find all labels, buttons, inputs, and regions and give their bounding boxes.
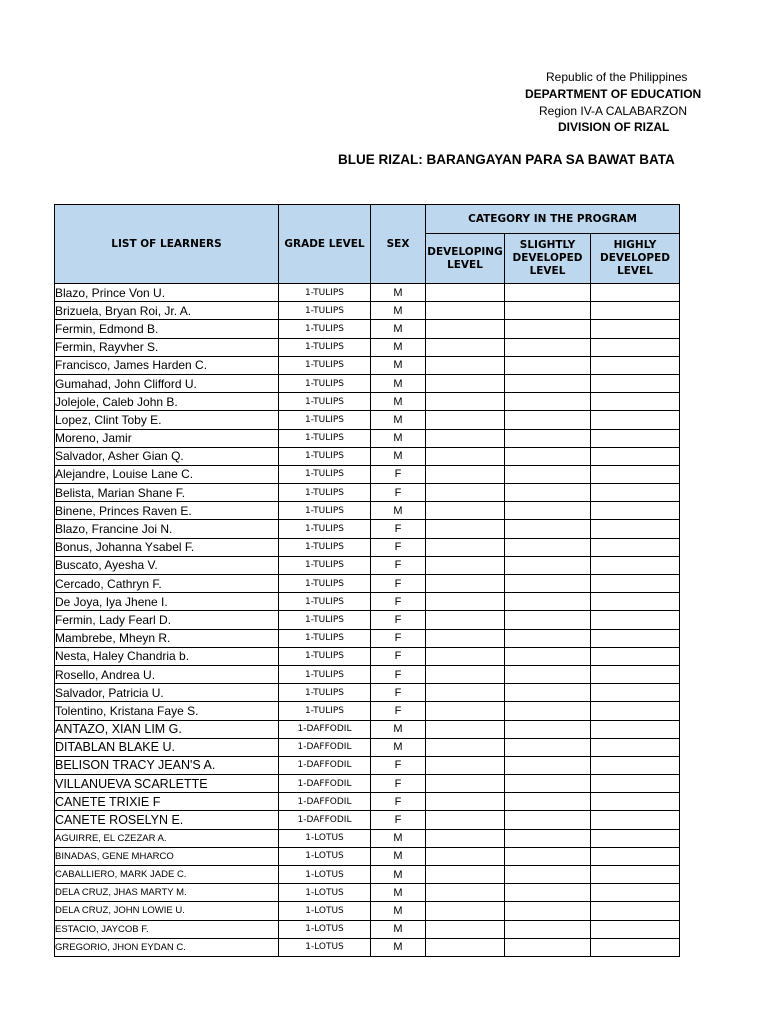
- learner-name: Salvador, Asher Gian Q.: [55, 447, 279, 465]
- learners-table: [54, 204, 680, 957]
- developing-cell[interactable]: [426, 393, 505, 411]
- learner-sex: F: [371, 756, 426, 774]
- highly-developed-cell[interactable]: [591, 738, 680, 756]
- learner-sex: M: [371, 447, 426, 465]
- developing-cell[interactable]: [426, 665, 505, 683]
- learner-grade: 1-TULIPS: [279, 411, 371, 429]
- learner-sex: M: [371, 847, 426, 865]
- highly-developed-cell[interactable]: [591, 884, 680, 902]
- highly-developed-cell[interactable]: [591, 665, 680, 683]
- learner-sex: F: [371, 811, 426, 829]
- developing-cell[interactable]: [426, 374, 505, 392]
- learner-grade: 1-TULIPS: [279, 393, 371, 411]
- learner-name: Fermin, Lady Fearl D.: [55, 611, 279, 629]
- table-row: [55, 902, 680, 920]
- table-row: [55, 447, 680, 465]
- highly-developed-cell[interactable]: [591, 538, 680, 556]
- developing-cell[interactable]: [426, 756, 505, 774]
- learner-grade: 1-TULIPS: [279, 647, 371, 665]
- developing-cell[interactable]: [426, 484, 505, 502]
- table-row: [55, 356, 680, 374]
- developing-cell[interactable]: [426, 938, 505, 956]
- table-row: [55, 556, 680, 574]
- learner-grade: 1-DAFFODIL: [279, 793, 371, 811]
- learner-sex: F: [371, 647, 426, 665]
- slightly-developed-cell[interactable]: [505, 866, 591, 884]
- table-row: [55, 502, 680, 520]
- table-row: [55, 520, 680, 538]
- slightly-developed-cell[interactable]: [505, 538, 591, 556]
- table-row: [55, 374, 680, 392]
- table-row: [55, 593, 680, 611]
- table-row: [55, 611, 680, 629]
- learner-grade: 1-TULIPS: [279, 284, 371, 302]
- slightly-developed-cell[interactable]: [505, 593, 591, 611]
- learner-name: GREGORIO, JHON EYDAN C.: [55, 938, 279, 956]
- developing-cell[interactable]: [426, 775, 505, 793]
- learner-name: Nesta, Haley Chandria b.: [55, 647, 279, 665]
- col-header-grade: GRADE LEVEL: [279, 205, 371, 284]
- table-row: [55, 775, 680, 793]
- developing-cell[interactable]: [426, 284, 505, 302]
- highly-developed-cell[interactable]: [591, 902, 680, 920]
- highly-developed-cell[interactable]: [591, 811, 680, 829]
- learner-sex: F: [371, 684, 426, 702]
- slightly-developed-cell[interactable]: [505, 393, 591, 411]
- learner-name: BINADAS, GENE MHARCO: [55, 847, 279, 865]
- learner-sex: M: [371, 338, 426, 356]
- highly-developed-cell[interactable]: [591, 756, 680, 774]
- slightly-developed-cell[interactable]: [505, 284, 591, 302]
- learner-sex: M: [371, 302, 426, 320]
- highly-developed-cell[interactable]: [591, 520, 680, 538]
- slightly-developed-cell[interactable]: [505, 520, 591, 538]
- table-row: [55, 938, 680, 956]
- table-row: [55, 538, 680, 556]
- learner-grade: 1-DAFFODIL: [279, 775, 371, 793]
- developing-cell[interactable]: [426, 302, 505, 320]
- developing-cell[interactable]: [426, 902, 505, 920]
- table-row: [55, 793, 680, 811]
- learner-name: CABALLIERO, MARK JADE C.: [55, 866, 279, 884]
- table-row: [55, 647, 680, 665]
- learner-grade: 1-DAFFODIL: [279, 738, 371, 756]
- table-row: [55, 338, 680, 356]
- highly-developed-cell[interactable]: [591, 447, 680, 465]
- developing-cell[interactable]: [426, 702, 505, 720]
- learner-name: DELA CRUZ, JHAS MARTY M.: [55, 884, 279, 902]
- learner-grade: 1-LOTUS: [279, 902, 371, 920]
- slightly-developed-cell[interactable]: [505, 411, 591, 429]
- learner-name: AGUIRRE, EL CZEZAR A.: [55, 829, 279, 847]
- learner-grade: 1-TULIPS: [279, 665, 371, 683]
- col-header-category: CATEGORY IN THE PROGRAM: [426, 205, 680, 234]
- learner-name: Jolejole, Caleb John B.: [55, 393, 279, 411]
- learner-grade: 1-TULIPS: [279, 356, 371, 374]
- table-row: [55, 484, 680, 502]
- slightly-developed-cell[interactable]: [505, 720, 591, 738]
- learner-sex: M: [371, 393, 426, 411]
- table-row: [55, 465, 680, 483]
- learner-sex: M: [371, 866, 426, 884]
- developing-cell[interactable]: [426, 684, 505, 702]
- learner-sex: M: [371, 374, 426, 392]
- slightly-developed-cell[interactable]: [505, 338, 591, 356]
- learner-sex: F: [371, 629, 426, 647]
- slightly-developed-cell[interactable]: [505, 920, 591, 938]
- learner-name: Francisco, James Harden C.: [55, 356, 279, 374]
- learner-sex: M: [371, 920, 426, 938]
- developing-cell[interactable]: [426, 447, 505, 465]
- learner-sex: M: [371, 738, 426, 756]
- highly-developed-cell[interactable]: [591, 374, 680, 392]
- developing-cell[interactable]: [426, 320, 505, 338]
- slightly-developed-cell[interactable]: [505, 665, 591, 683]
- slightly-developed-cell[interactable]: [505, 556, 591, 574]
- highly-developed-cell[interactable]: [591, 302, 680, 320]
- highly-developed-cell[interactable]: [591, 866, 680, 884]
- developing-cell[interactable]: [426, 338, 505, 356]
- learner-sex: M: [371, 502, 426, 520]
- developing-cell[interactable]: [426, 629, 505, 647]
- learner-name: BELISON TRACY JEAN'S A.: [55, 756, 279, 774]
- learner-grade: 1-TULIPS: [279, 702, 371, 720]
- highly-developed-cell[interactable]: [591, 284, 680, 302]
- developing-cell[interactable]: [426, 411, 505, 429]
- highly-developed-cell[interactable]: [591, 502, 680, 520]
- learner-name: Lopez, Clint Toby E.: [55, 411, 279, 429]
- col-header-sex: SEX: [371, 205, 426, 284]
- learner-name: Blazo, Prince Von U.: [55, 284, 279, 302]
- highly-developed-cell[interactable]: [591, 847, 680, 865]
- table-row: [55, 302, 680, 320]
- highly-developed-cell[interactable]: [591, 393, 680, 411]
- slightly-developed-cell[interactable]: [505, 429, 591, 447]
- learner-name: Cercado, Cathryn F.: [55, 575, 279, 593]
- header-department: DEPARTMENT OF EDUCATION: [525, 87, 702, 101]
- learner-name: ESTACIO, JAYCOB F.: [55, 920, 279, 938]
- learner-name: Belista, Marian Shane F.: [55, 484, 279, 502]
- learner-sex: M: [371, 320, 426, 338]
- slightly-developed-cell[interactable]: [505, 684, 591, 702]
- highly-developed-cell[interactable]: [591, 829, 680, 847]
- slightly-developed-cell[interactable]: [505, 575, 591, 593]
- learner-grade: 1-TULIPS: [279, 629, 371, 647]
- slightly-developed-cell[interactable]: [505, 611, 591, 629]
- table-row: [55, 284, 680, 302]
- table-row: [55, 320, 680, 338]
- table-row: [55, 738, 680, 756]
- highly-developed-cell[interactable]: [591, 629, 680, 647]
- learner-name: Tolentino, Kristana Faye S.: [55, 702, 279, 720]
- slightly-developed-cell[interactable]: [505, 938, 591, 956]
- learner-sex: F: [371, 538, 426, 556]
- highly-developed-cell[interactable]: [591, 611, 680, 629]
- developing-cell[interactable]: [426, 520, 505, 538]
- learner-grade: 1-TULIPS: [279, 593, 371, 611]
- learner-name: Alejandre, Louise Lane C.: [55, 465, 279, 483]
- table-row: [55, 811, 680, 829]
- slightly-developed-cell[interactable]: [505, 484, 591, 502]
- learner-name: CANETE ROSELYN E.: [55, 811, 279, 829]
- slightly-developed-cell[interactable]: [505, 811, 591, 829]
- learner-sex: F: [371, 775, 426, 793]
- learner-name: Buscato, Ayesha V.: [55, 556, 279, 574]
- learner-grade: 1-LOTUS: [279, 847, 371, 865]
- slightly-developed-cell[interactable]: [505, 847, 591, 865]
- header-republic: Republic of the Philippines: [546, 70, 688, 84]
- learner-name: ANTAZO, XIAN LIM G.: [55, 720, 279, 738]
- table-row: [55, 429, 680, 447]
- slightly-developed-cell[interactable]: [505, 447, 591, 465]
- learner-grade: 1-LOTUS: [279, 829, 371, 847]
- highly-developed-cell[interactable]: [591, 411, 680, 429]
- learner-sex: F: [371, 593, 426, 611]
- highly-developed-cell[interactable]: [591, 593, 680, 611]
- learner-name: Rosello, Andrea U.: [55, 665, 279, 683]
- learner-name: Brizuela, Bryan Roi, Jr. A.: [55, 302, 279, 320]
- developing-cell[interactable]: [426, 575, 505, 593]
- developing-cell[interactable]: [426, 720, 505, 738]
- learner-sex: M: [371, 938, 426, 956]
- learner-name: Blazo, Francine Joi N.: [55, 520, 279, 538]
- table-row: [55, 411, 680, 429]
- table-row: [55, 684, 680, 702]
- developing-cell[interactable]: [426, 866, 505, 884]
- learner-name: Fermin, Rayvher S.: [55, 338, 279, 356]
- table-row: [55, 702, 680, 720]
- learner-sex: F: [371, 520, 426, 538]
- learner-sex: F: [371, 702, 426, 720]
- developing-cell[interactable]: [426, 738, 505, 756]
- learner-sex: M: [371, 720, 426, 738]
- table-row: [55, 884, 680, 902]
- highly-developed-cell[interactable]: [591, 556, 680, 574]
- developing-cell[interactable]: [426, 502, 505, 520]
- learner-grade: 1-TULIPS: [279, 465, 371, 483]
- learner-sex: F: [371, 465, 426, 483]
- learner-sex: F: [371, 575, 426, 593]
- slightly-developed-cell[interactable]: [505, 793, 591, 811]
- learner-sex: M: [371, 902, 426, 920]
- slightly-developed-cell[interactable]: [505, 465, 591, 483]
- slightly-developed-cell[interactable]: [505, 884, 591, 902]
- learner-grade: 1-TULIPS: [279, 538, 371, 556]
- header-division: DIVISION OF RIZAL: [558, 120, 670, 134]
- highly-developed-cell[interactable]: [591, 793, 680, 811]
- highly-developed-cell[interactable]: [591, 356, 680, 374]
- developing-cell[interactable]: [426, 593, 505, 611]
- table-row: [55, 847, 680, 865]
- learner-name: VILLANUEVA SCARLETTE: [55, 775, 279, 793]
- learner-grade: 1-LOTUS: [279, 938, 371, 956]
- table-row: [55, 756, 680, 774]
- learner-grade: 1-TULIPS: [279, 429, 371, 447]
- slightly-developed-cell[interactable]: [505, 502, 591, 520]
- slightly-developed-cell[interactable]: [505, 356, 591, 374]
- highly-developed-cell[interactable]: [591, 702, 680, 720]
- learner-sex: F: [371, 484, 426, 502]
- col-header-slightly: SLIGHTLY DEVELOPED LEVEL: [505, 234, 591, 284]
- learner-sex: M: [371, 829, 426, 847]
- learner-grade: 1-TULIPS: [279, 302, 371, 320]
- highly-developed-cell[interactable]: [591, 775, 680, 793]
- highly-developed-cell[interactable]: [591, 938, 680, 956]
- highly-developed-cell[interactable]: [591, 647, 680, 665]
- learner-sex: M: [371, 411, 426, 429]
- table-row: [55, 665, 680, 683]
- slightly-developed-cell[interactable]: [505, 374, 591, 392]
- header-region: Region IV-A CALABARZON: [539, 104, 688, 118]
- learner-grade: 1-TULIPS: [279, 684, 371, 702]
- learner-grade: 1-TULIPS: [279, 374, 371, 392]
- slightly-developed-cell[interactable]: [505, 647, 591, 665]
- learner-name: Gumahad, John Clifford U.: [55, 374, 279, 392]
- learner-sex: M: [371, 884, 426, 902]
- learner-name: De Joya, Iya Jhene I.: [55, 593, 279, 611]
- developing-cell[interactable]: [426, 538, 505, 556]
- slightly-developed-cell[interactable]: [505, 902, 591, 920]
- table-row: [55, 720, 680, 738]
- learner-sex: F: [371, 793, 426, 811]
- learner-sex: M: [371, 356, 426, 374]
- slightly-developed-cell[interactable]: [505, 702, 591, 720]
- col-header-developing: DEVELOPING LEVEL: [426, 234, 505, 284]
- learner-grade: 1-DAFFODIL: [279, 811, 371, 829]
- highly-developed-cell[interactable]: [591, 465, 680, 483]
- table-row: [55, 829, 680, 847]
- developing-cell[interactable]: [426, 847, 505, 865]
- learner-name: CANETE TRIXIE F: [55, 793, 279, 811]
- learner-grade: 1-TULIPS: [279, 520, 371, 538]
- developing-cell[interactable]: [426, 611, 505, 629]
- learner-grade: 1-LOTUS: [279, 866, 371, 884]
- slightly-developed-cell[interactable]: [505, 738, 591, 756]
- learner-grade: 1-TULIPS: [279, 575, 371, 593]
- slightly-developed-cell[interactable]: [505, 829, 591, 847]
- developing-cell[interactable]: [426, 884, 505, 902]
- learners-body: [55, 284, 680, 957]
- learner-grade: 1-DAFFODIL: [279, 756, 371, 774]
- highly-developed-cell[interactable]: [591, 684, 680, 702]
- table-row: [55, 920, 680, 938]
- learner-grade: 1-DAFFODIL: [279, 720, 371, 738]
- table-row: [55, 393, 680, 411]
- table-row: [55, 629, 680, 647]
- learner-sex: F: [371, 611, 426, 629]
- learner-name: Salvador, Patricia U.: [55, 684, 279, 702]
- learner-grade: 1-LOTUS: [279, 920, 371, 938]
- slightly-developed-cell[interactable]: [505, 320, 591, 338]
- slightly-developed-cell[interactable]: [505, 775, 591, 793]
- learner-name: Binene, Princes Raven E.: [55, 502, 279, 520]
- highly-developed-cell[interactable]: [591, 338, 680, 356]
- col-header-highly: HIGHLY DEVELOPED LEVEL: [591, 234, 680, 284]
- highly-developed-cell[interactable]: [591, 429, 680, 447]
- learner-sex: F: [371, 665, 426, 683]
- slightly-developed-cell[interactable]: [505, 302, 591, 320]
- learner-sex: M: [371, 284, 426, 302]
- learner-sex: M: [371, 429, 426, 447]
- developing-cell[interactable]: [426, 556, 505, 574]
- slightly-developed-cell[interactable]: [505, 756, 591, 774]
- learner-grade: 1-TULIPS: [279, 338, 371, 356]
- learner-sex: F: [371, 556, 426, 574]
- developing-cell[interactable]: [426, 429, 505, 447]
- learner-grade: 1-LOTUS: [279, 884, 371, 902]
- developing-cell[interactable]: [426, 356, 505, 374]
- developing-cell[interactable]: [426, 829, 505, 847]
- learner-name: Bonus, Johanna Ysabel F.: [55, 538, 279, 556]
- developing-cell[interactable]: [426, 465, 505, 483]
- learner-name: Moreno, Jamir: [55, 429, 279, 447]
- learner-name: DELA CRUZ, JOHN LOWIE U.: [55, 902, 279, 920]
- slightly-developed-cell[interactable]: [505, 629, 591, 647]
- learner-name: DITABLAN BLAKE U.: [55, 738, 279, 756]
- table-row: [55, 866, 680, 884]
- learner-name: Mambrebe, Mheyn R.: [55, 629, 279, 647]
- developing-cell[interactable]: [426, 811, 505, 829]
- highly-developed-cell[interactable]: [591, 720, 680, 738]
- learner-grade: 1-TULIPS: [279, 502, 371, 520]
- highly-developed-cell[interactable]: [591, 920, 680, 938]
- highly-developed-cell[interactable]: [591, 575, 680, 593]
- learner-grade: 1-TULIPS: [279, 447, 371, 465]
- learner-grade: 1-TULIPS: [279, 611, 371, 629]
- developing-cell[interactable]: [426, 793, 505, 811]
- learner-name: Fermin, Edmond B.: [55, 320, 279, 338]
- highly-developed-cell[interactable]: [591, 320, 680, 338]
- learner-grade: 1-TULIPS: [279, 320, 371, 338]
- learner-grade: 1-TULIPS: [279, 484, 371, 502]
- program-title: BLUE RIZAL: BARANGAYAN PARA SA BAWAT BATA: [338, 152, 675, 167]
- col-header-learners: LIST OF LEARNERS: [55, 205, 279, 284]
- table-row: [55, 575, 680, 593]
- developing-cell[interactable]: [426, 647, 505, 665]
- developing-cell[interactable]: [426, 920, 505, 938]
- highly-developed-cell[interactable]: [591, 484, 680, 502]
- learner-grade: 1-TULIPS: [279, 556, 371, 574]
